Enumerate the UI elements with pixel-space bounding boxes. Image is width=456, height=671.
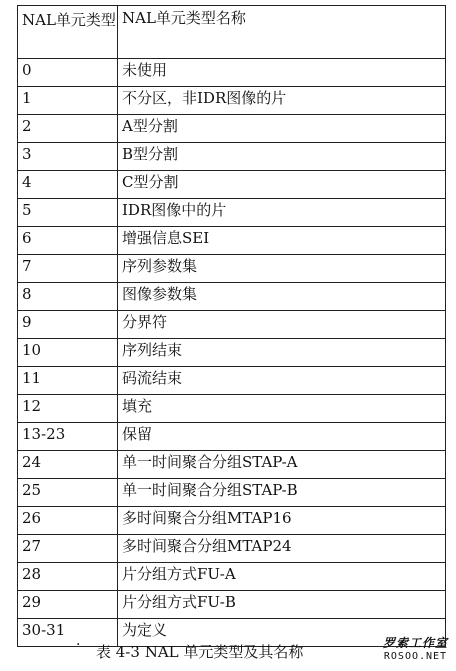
table-row <box>18 591 446 619</box>
table-row <box>18 451 446 479</box>
type-code-cell: 5 <box>18 199 118 227</box>
table-row <box>18 227 446 255</box>
type-code-cell: 9 <box>18 311 118 339</box>
table-row <box>18 367 446 395</box>
type-code-cell: 0 <box>18 59 118 87</box>
type-name-cell: B型分割 <box>118 143 446 171</box>
type-name-cell: 序列结束 <box>118 339 446 367</box>
type-name-cell: 为定义 <box>118 619 446 647</box>
type-code-cell: 7 <box>18 255 118 283</box>
type-name-cell: 保留 <box>118 423 446 451</box>
table-caption <box>76 637 304 662</box>
watermark-logo <box>383 636 448 664</box>
type-name-cell: 未使用 <box>118 59 446 87</box>
caption-bullet: · <box>76 637 81 653</box>
table-row <box>18 87 446 115</box>
type-name-cell: 片分组方式FU-A <box>118 563 446 591</box>
type-name-cell: 单一时间聚合分组STAP-A <box>118 451 446 479</box>
table-row <box>18 479 446 507</box>
type-code-cell: 12 <box>18 395 118 423</box>
type-code-cell: 1 <box>18 87 118 115</box>
table-row <box>18 339 446 367</box>
table-row <box>18 255 446 283</box>
type-name-cell: 增强信息SEI <box>118 227 446 255</box>
header-type-name: NAL单元类型名称 <box>118 6 446 59</box>
type-code-cell: 26 <box>18 507 118 535</box>
type-code-cell: 2 <box>18 115 118 143</box>
table-row <box>18 283 446 311</box>
table-row <box>18 563 446 591</box>
type-name-cell: 多时间聚合分组MTAP16 <box>118 507 446 535</box>
type-name-cell: 不分区，非IDR图像的片 <box>118 87 446 115</box>
type-code-cell: 10 <box>18 339 118 367</box>
type-code-cell: 3 <box>18 143 118 171</box>
type-code-cell: 30-31 <box>18 619 118 647</box>
type-name-cell: IDR图像中的片 <box>118 199 446 227</box>
type-code-cell: 24 <box>18 451 118 479</box>
table-row <box>18 115 446 143</box>
type-name-cell: A型分割 <box>118 115 446 143</box>
type-name-cell: 分界符 <box>118 311 446 339</box>
table-row <box>18 311 446 339</box>
type-code-cell: 28 <box>18 563 118 591</box>
type-name-cell: 序列参数集 <box>118 255 446 283</box>
watermark-cn: 罗索工作室 <box>382 636 448 650</box>
type-code-cell: 13-23 <box>18 423 118 451</box>
table-row <box>18 395 446 423</box>
type-name-cell: 多时间聚合分组MTAP24 <box>118 535 446 563</box>
table-row <box>18 423 446 451</box>
table-row <box>18 171 446 199</box>
table-row <box>18 199 446 227</box>
type-name-cell: 片分组方式FU-B <box>118 591 446 619</box>
table-row <box>18 143 446 171</box>
type-code-cell: 6 <box>18 227 118 255</box>
type-name-cell: 图像参数集 <box>118 283 446 311</box>
type-name-cell: 单一时间聚合分组STAP-B <box>118 479 446 507</box>
type-code-cell: 27 <box>18 535 118 563</box>
type-name-cell: 码流结束 <box>118 367 446 395</box>
type-code-cell: 29 <box>18 591 118 619</box>
type-name-cell: C型分割 <box>118 171 446 199</box>
type-code-cell: 4 <box>18 171 118 199</box>
type-code-cell: 25 <box>18 479 118 507</box>
type-name-cell: 填充 <box>118 395 446 423</box>
table-header-row <box>18 6 446 59</box>
caption-text: 表 4-3 NAL 单元类型及其名称 <box>96 643 304 661</box>
header-type-code: NAL单元类型 <box>18 6 118 59</box>
type-code-cell: 11 <box>18 367 118 395</box>
type-code-cell: 8 <box>18 283 118 311</box>
nal-type-table <box>17 5 446 647</box>
table-row <box>18 535 446 563</box>
watermark-en: ROSOO.NET <box>383 651 448 662</box>
table-row <box>18 507 446 535</box>
table-row <box>18 59 446 87</box>
